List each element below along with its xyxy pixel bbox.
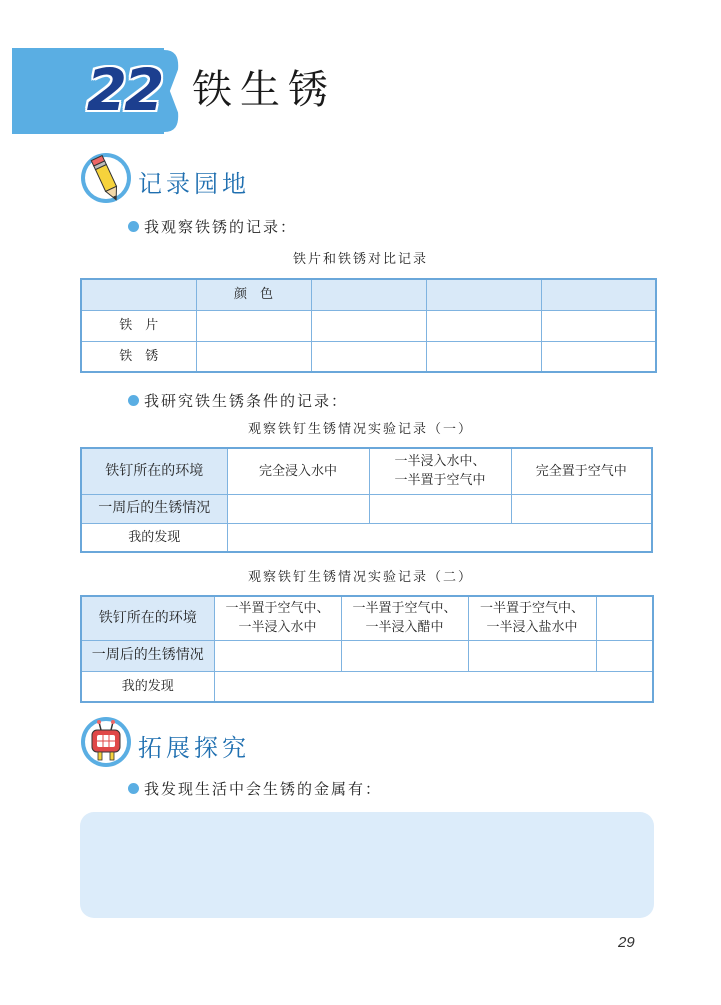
condition-line: 一半浸入水中、 — [394, 454, 486, 470]
answer-cell[interactable] — [341, 640, 468, 671]
bullet-rust-conditions — [128, 390, 348, 411]
finding-label: 我的发现 — [81, 523, 227, 552]
table-row — [81, 640, 653, 671]
row-label-rust: 铁 锈 — [81, 341, 196, 372]
week-label: 一周后的生锈情况 — [81, 640, 214, 671]
week-label: 一周后的生锈情况 — [81, 494, 227, 523]
bullet-text: 我观察铁锈的记录： — [144, 218, 298, 236]
answer-box[interactable] — [80, 812, 654, 918]
answer-cell[interactable] — [311, 310, 426, 341]
page-number: 29 — [618, 934, 635, 951]
table-row — [81, 310, 656, 341]
header-cell-empty — [81, 279, 196, 310]
robot-icon — [80, 716, 132, 768]
answer-cell[interactable] — [196, 341, 311, 372]
header-cell-empty — [426, 279, 541, 310]
header-cell-empty — [541, 279, 656, 310]
condition-line: 一半浸入水中 — [238, 620, 317, 636]
table-row — [81, 341, 656, 372]
answer-cell[interactable] — [426, 341, 541, 372]
condition-line: 一半置于空气中、 — [352, 601, 457, 617]
lesson-number: 22 — [86, 56, 162, 124]
table-iron-vs-rust — [80, 278, 657, 373]
condition-line: 一半置于空气中、 — [225, 601, 330, 617]
table-experiment-2 — [80, 595, 654, 703]
finding-answer[interactable] — [214, 671, 653, 702]
table-row — [81, 494, 652, 523]
bullet-text: 我发现生活中会生锈的金属有： — [144, 780, 383, 798]
condition-line: 一半置于空气中 — [394, 473, 486, 489]
condition-full-water: 完全浸入水中 — [227, 448, 369, 494]
answer-cell[interactable] — [596, 640, 653, 671]
bullet-text: 我研究铁生锈条件的记录： — [144, 392, 349, 410]
condition-half-water — [214, 596, 341, 640]
env-label: 铁钉所在的环境 — [81, 596, 214, 640]
answer-cell[interactable] — [541, 341, 656, 372]
answer-cell[interactable] — [214, 640, 341, 671]
finding-answer[interactable] — [227, 523, 652, 552]
finding-label: 我的发现 — [81, 671, 214, 702]
table-experiment-1 — [80, 447, 653, 553]
condition-line: 一半浸入盐水中 — [486, 620, 578, 636]
bullet-rusting-metals — [128, 778, 382, 799]
bullet-dot — [128, 783, 139, 794]
page-title: 铁生锈 — [192, 67, 336, 113]
table-row — [81, 671, 653, 702]
answer-cell[interactable] — [511, 494, 652, 523]
bullet-dot — [128, 395, 139, 406]
answer-cell[interactable] — [311, 341, 426, 372]
row-label-iron: 铁 片 — [81, 310, 196, 341]
answer-cell[interactable] — [369, 494, 511, 523]
table-header-row — [81, 448, 652, 494]
condition-half-water — [369, 448, 511, 494]
table3-caption: 观察铁钉生锈情况实验记录（二） — [247, 570, 473, 585]
pencil-icon — [80, 152, 132, 204]
table1-caption: 铁片和铁锈对比记录 — [292, 252, 428, 267]
condition-half-vinegar — [341, 596, 468, 640]
section-title-extend: 拓展探究 — [138, 734, 250, 762]
env-label: 铁钉所在的环境 — [81, 448, 227, 494]
answer-cell[interactable] — [196, 310, 311, 341]
bullet-rust-observation — [128, 216, 297, 237]
answer-cell[interactable] — [426, 310, 541, 341]
table-header-row — [81, 279, 656, 310]
condition-line: 一半置于空气中、 — [479, 601, 584, 617]
section-title-record: 记录园地 — [138, 170, 250, 198]
header-cell-color: 颜 色 — [196, 279, 311, 310]
answer-cell[interactable] — [468, 640, 596, 671]
answer-cell[interactable] — [596, 596, 653, 640]
table-row — [81, 523, 652, 552]
table2-caption: 观察铁钉生锈情况实验记录（一） — [247, 422, 473, 437]
header-cell-empty — [311, 279, 426, 310]
condition-line: 一半浸入醋中 — [365, 620, 444, 636]
answer-cell[interactable] — [541, 310, 656, 341]
answer-cell[interactable] — [227, 494, 369, 523]
condition-half-saltwater — [468, 596, 596, 640]
condition-full-air: 完全置于空气中 — [511, 448, 652, 494]
table-header-row — [81, 596, 653, 640]
bullet-dot — [128, 221, 139, 232]
